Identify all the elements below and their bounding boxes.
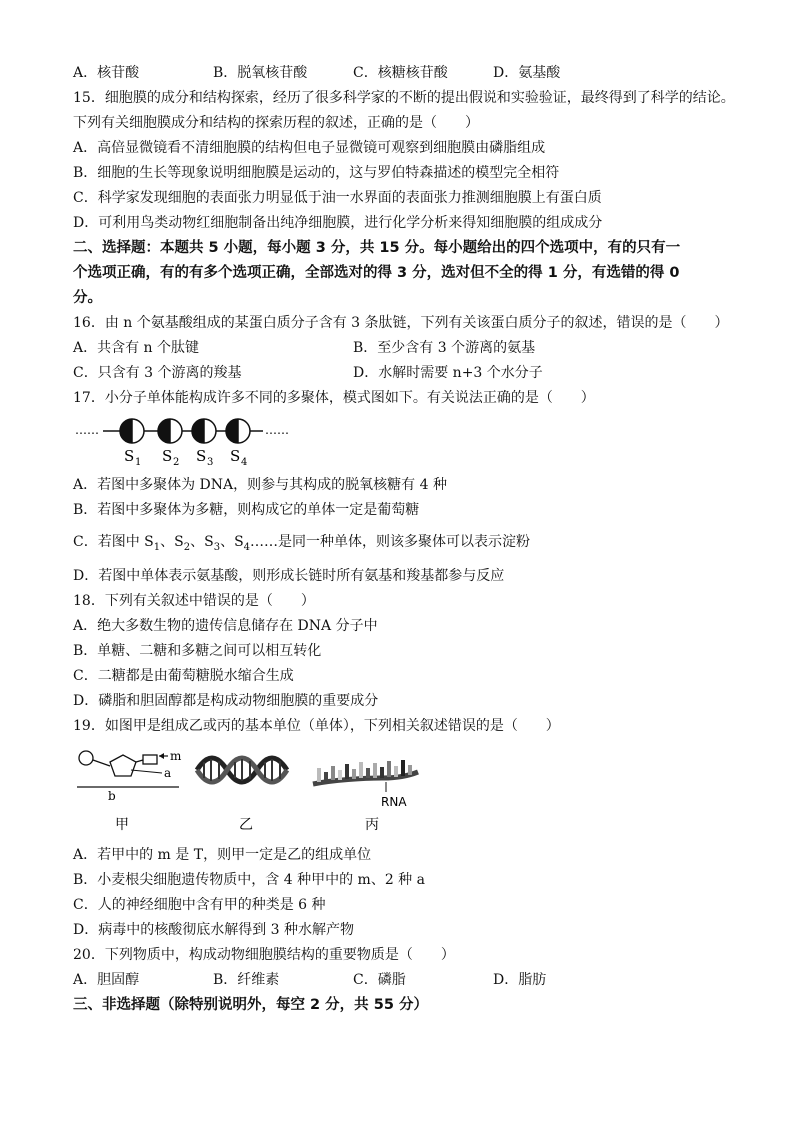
- q16-option-d: D．水解时需要 n+3 个水分子: [353, 365, 543, 381]
- rna-strand: [313, 760, 418, 833]
- q16-option-c: C．只含有 3 个游离的羧基: [73, 365, 242, 381]
- q14-option-b: B．脱氧核苷酸: [213, 65, 308, 81]
- q18-option-c: C．二糖都是由葡萄糖脱水缩合生成: [73, 668, 294, 684]
- q17-label-s1-sub: 1: [135, 457, 142, 468]
- q18-stem: 18．下列有关叙述中错误的是（ ）: [73, 593, 315, 609]
- q17-label-s3-sub: 3: [207, 457, 214, 468]
- caption-jia: 甲: [115, 817, 129, 833]
- q17-option-c: C．若图中 $S_1$、$S_2$、$S_3$、$S_4\dots\dots$是同一种单体，则该多聚体可以表示淀粉: [73, 534, 531, 553]
- q17-option-d: D．若图中单体表示氨基酸，则形成长链时所有氨基和羧基都参与反应: [73, 568, 505, 584]
- q18-option-a: A．绝大多数生物的遗传信息储存在 DNA 分子中: [73, 618, 378, 634]
- q15-option-c: C．科学家发现细胞的表面张力明显低于油一水界面的表面张力推测细胞膜上有蛋白质: [73, 190, 602, 206]
- q17-monomer-s4: [226, 419, 250, 443]
- q16-option-a: A．共含有 n 个肽键: [73, 340, 200, 356]
- q14-option-a: A．核苷酸: [73, 65, 140, 81]
- q17-dots-left: ……: [75, 423, 99, 437]
- section2-heading-line2: 个选项正确，有的有多个选项正确，全部选对的得 3 分，选对但不全的得 1 分，有选错的得 0: [73, 265, 680, 281]
- q15-option-a: A．高倍显微镜看不清细胞膜的结构但电子显微镜可观察到细胞膜由磷脂组成: [73, 140, 546, 156]
- q20-option-c: C．磷脂: [353, 972, 406, 988]
- q17-monomer-s3: [192, 419, 216, 443]
- caption-bing: 丙: [365, 817, 379, 833]
- q17-label-s3: S: [196, 447, 207, 465]
- pentose-pentagon: [110, 755, 136, 776]
- label-m: m: [170, 749, 182, 763]
- q19-option-d: D．病毒中的核酸彻底水解得到 3 种水解产物: [73, 922, 355, 938]
- q17-option-a: A．若图中多聚体为 DNA，则参与其构成的脱氧核糖有 4 种: [73, 477, 447, 493]
- dna-double-helix: [197, 758, 287, 833]
- q18-option-b: B．单糖、二糖和多糖之间可以相互转化: [73, 643, 322, 659]
- q17-polymer-figure: [73, 414, 303, 470]
- q17-monomer-s1: [120, 419, 144, 443]
- q17-dots-right: ……: [265, 423, 289, 437]
- q20-option-a: A．胆固醇: [73, 972, 140, 988]
- section2-heading-line3: 分。: [73, 290, 102, 306]
- q17-label-s1: S: [124, 447, 135, 465]
- q19-option-a: A．若甲中的 m 是 T，则甲一定是乙的组成单位: [73, 847, 372, 863]
- section3-heading: 三、非选择题（除特别说明外，每空 2 分，共 55 分）: [73, 997, 428, 1013]
- q16-stem: 16．由 n 个氨基酸组成的某蛋白质分子含有 3 条肽链，下列有关该蛋白质分子的叙述，错误的是（ ）: [73, 315, 729, 331]
- q18-option-d: D．磷脂和胆固醇都是构成动物细胞膜的重要成分: [73, 693, 379, 709]
- q15-option-d: D．可利用鸟类动物红细胞制备出纯净细胞膜，进行化学分析来得知细胞膜的组成成分: [73, 215, 603, 231]
- label-rna: RNA: [381, 795, 407, 809]
- q20-option-d: D．脂肪: [493, 972, 547, 988]
- q14-option-d: D．氨基酸: [493, 65, 561, 81]
- nucleotide-diagram: [77, 749, 182, 833]
- q15-stem-line1: 15．细胞膜的成分和结构探索，经历了很多科学家的不断的提出假说和实验验证，最终得到了科学的结论。: [73, 90, 735, 106]
- q17-monomer-s2: [158, 419, 182, 443]
- q17-label-s4-sub: 4: [241, 457, 248, 468]
- q15-stem-line2: 下列有关细胞膜成分和结构的探索历程的叙述，正确的是（ ）: [73, 115, 479, 131]
- q17-stem: 17．小分子单体能构成许多不同的多聚体，模式图如下。有关说法正确的是（ ）: [73, 390, 595, 406]
- q20-option-b: B．纤维素: [213, 972, 280, 988]
- q19-stem: 19．如图甲是组成乙或丙的基本单位（单体），下列相关叙述错误的是（ ）: [73, 718, 560, 734]
- q17-option-b: B．若图中多聚体为多糖，则构成它的单体一定是葡萄糖: [73, 502, 420, 518]
- q17-label-s4: S: [230, 447, 241, 465]
- caption-yi: 乙: [239, 817, 253, 833]
- q17-label-s2-sub: 2: [173, 457, 180, 468]
- q20-stem: 20．下列物质中，构成动物细胞膜结构的重要物质是（ ）: [73, 947, 455, 963]
- q15-option-b: B．细胞的生长等现象说明细胞膜是运动的，这与罗伯特森描述的模型完全相符: [73, 165, 560, 181]
- section2-heading-line1: 二、选择题：本题共 5 小题，每小题 3 分，共 15 分。每小题给出的四个选项中，有的只有一: [73, 240, 681, 256]
- q19-option-c: C．人的神经细胞中含有甲的种类是 6 种: [73, 897, 326, 913]
- q17-label-s2: S: [162, 447, 173, 465]
- q19-option-b: B．小麦根尖细胞遗传物质中，含 4 种甲中的 m、2 种 a: [73, 872, 425, 888]
- phosphate-circle: [79, 751, 93, 765]
- label-a: a: [164, 766, 172, 780]
- label-b: b: [108, 789, 116, 803]
- base-rect: [143, 755, 157, 764]
- q16-option-b: B．至少含有 3 个游离的氨基: [353, 340, 536, 356]
- q14-option-c: C．核糖核苷酸: [353, 65, 448, 81]
- q19-figure: [73, 742, 433, 837]
